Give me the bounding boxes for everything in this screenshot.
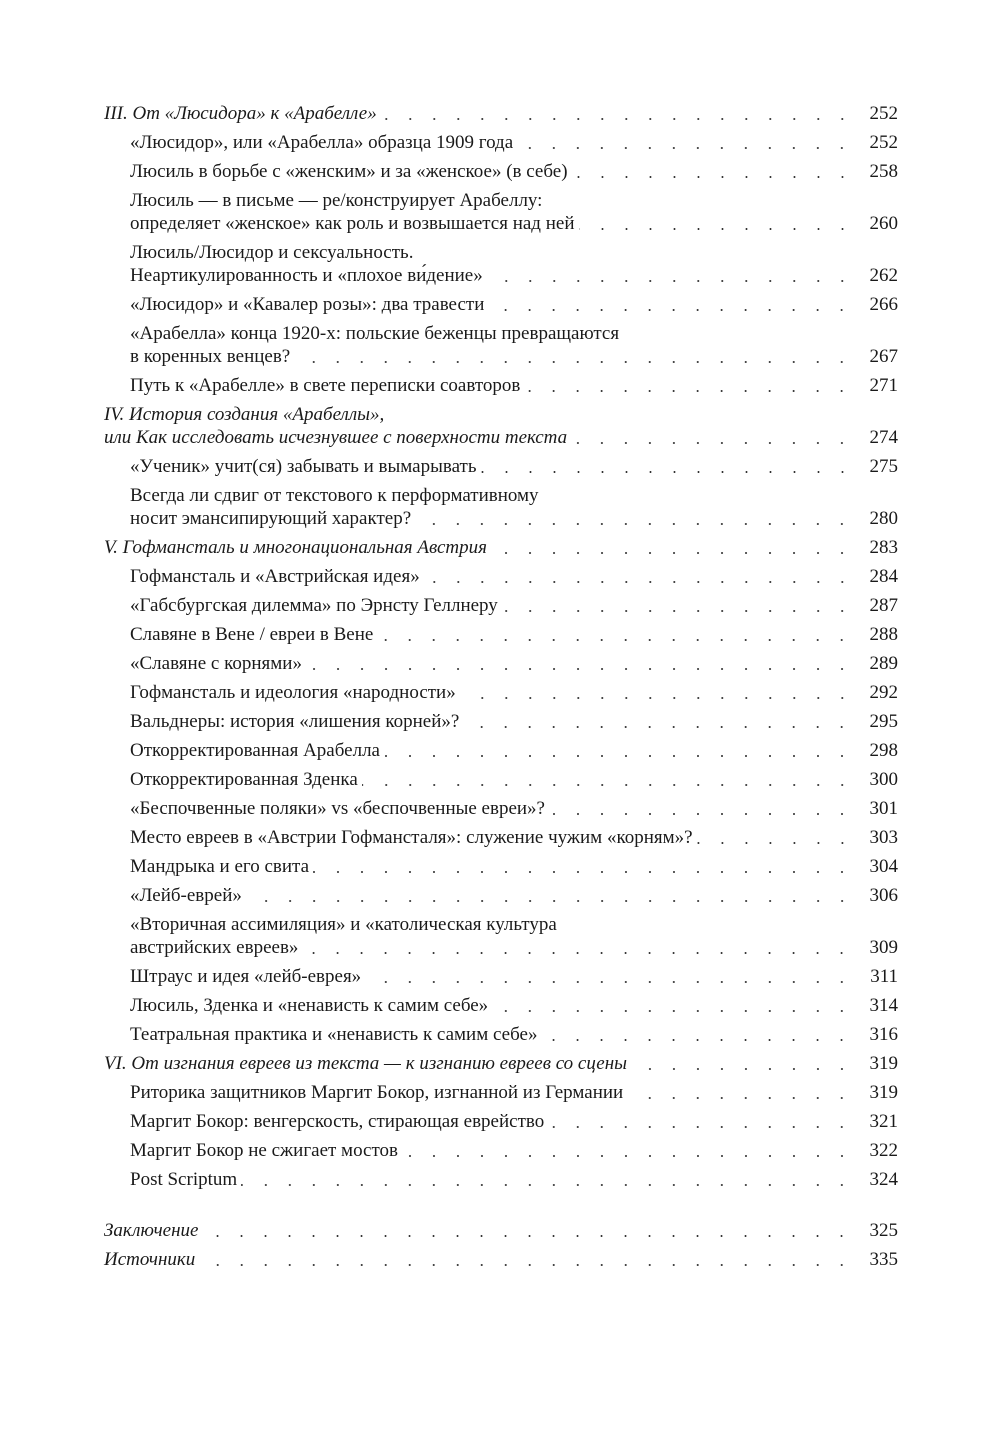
dot-leader (491, 552, 854, 554)
dot-leader (199, 1264, 854, 1266)
page-number: 295 (869, 711, 898, 732)
dot-leader (697, 842, 854, 844)
item-title: Мандрыка и его свита (130, 856, 310, 877)
page-number: 335 (869, 1249, 898, 1270)
page-number: 289 (869, 653, 898, 674)
page-number: 275 (869, 456, 898, 477)
item-title: Место евреев в «Австрии Гофмансталя»: служение чужим «корням»? (130, 827, 693, 848)
table-of-contents (104, 102, 898, 1271)
dot-leader (294, 361, 854, 363)
dot-leader (362, 784, 854, 786)
item-title-line1: «Арабелла» конца 1920-х: польские беженцы превращаются (130, 323, 620, 344)
toc-sources[interactable] (104, 1248, 898, 1271)
item-title: Post Scriptum (130, 1169, 238, 1190)
toc-item[interactable] (104, 1023, 898, 1046)
toc-item[interactable] (104, 374, 898, 397)
toc-item[interactable] (104, 160, 898, 183)
page-number: 271 (869, 375, 898, 396)
page-number: 321 (869, 1111, 898, 1132)
dot-leader (202, 1235, 854, 1237)
item-title: Люсиль, Зденка и «ненависть к самим себе» (130, 995, 489, 1016)
toc-item[interactable] (104, 623, 898, 646)
item-title: Гофмансталь и идеология «народности» (130, 682, 456, 703)
item-title: «Славяне с корнями» (130, 653, 302, 674)
toc-item[interactable] (104, 1168, 898, 1191)
page-number: 306 (869, 885, 898, 906)
dot-leader (631, 1068, 854, 1070)
item-title: «Лейб-еврей» (130, 885, 242, 906)
page-number: 319 (869, 1053, 898, 1074)
page-number: 252 (869, 103, 898, 124)
dot-leader (463, 726, 854, 728)
page-number: 252 (869, 132, 898, 153)
item-title: носит эмансипирующий характер? (130, 508, 412, 529)
item-title: «Люсидор» и «Кавалер розы»: два травести (130, 294, 485, 315)
item-title: Вальднеры: история «лишения корней»? (130, 711, 460, 732)
toc-item[interactable] (104, 855, 898, 878)
chapter-title-line1: IV. История создания «Арабеллы», (104, 404, 385, 425)
dot-leader (377, 639, 854, 641)
toc-item[interactable] (104, 594, 898, 617)
chapter-title: III. От «Люсидора» к «Арабелле» (104, 103, 377, 124)
item-title: Путь к «Арабелле» в свете переписки соавторов (130, 375, 521, 396)
page-number: 298 (869, 740, 898, 761)
dot-leader (524, 390, 854, 392)
page-number: 322 (869, 1140, 898, 1161)
item-title: «Беспочвенные поляки» vs «беспочвенные евреи»? (130, 798, 545, 819)
dot-leader (517, 147, 854, 149)
toc-item[interactable] (104, 241, 898, 287)
item-title: в коренных венцев? (130, 346, 291, 367)
page-number: 309 (869, 937, 898, 958)
chapter-title: или Как исследовать исчезнувшее с поверхности текста (104, 427, 568, 448)
item-title: Люсиль в борьбе с «женским» и за «женское» (в себе) (130, 161, 568, 182)
item-title: Откорректированная Зденка (130, 769, 358, 790)
page-number: 319 (869, 1082, 898, 1103)
page-number: 288 (869, 624, 898, 645)
toc-item[interactable] (104, 189, 898, 235)
sources-title: Источники (104, 1249, 196, 1270)
dot-leader (241, 1184, 854, 1186)
dot-leader (487, 280, 854, 282)
item-title: Откорректированная Арабелла (130, 740, 380, 761)
item-title: австрийских евреев» (130, 937, 299, 958)
page-number: 316 (869, 1024, 898, 1045)
dot-leader (306, 668, 854, 670)
toc-item[interactable] (104, 710, 898, 733)
toc-item[interactable] (104, 484, 898, 530)
toc-chapter-4[interactable] (104, 403, 898, 449)
toc-item[interactable] (104, 1139, 898, 1162)
item-title: Славяне в Вене / евреи в Вене (130, 624, 374, 645)
dot-leader (402, 1155, 854, 1157)
chapter-title: VI. От изгнания евреев из текста — к изгнанию евреев со сцены (104, 1053, 628, 1074)
toc-item[interactable] (104, 455, 898, 478)
dot-leader (488, 309, 854, 311)
dot-leader (384, 755, 854, 757)
chapter-title: V. Гофмансталь и многонациональная Австрия (104, 537, 487, 558)
item-title: определяет «женское» как роль и возвышается над ней (130, 213, 575, 234)
dot-leader (415, 523, 854, 525)
toc-item[interactable] (104, 652, 898, 675)
item-title-line1: Люсиль — в письме — ре/конструирует Арабеллу: (130, 190, 543, 211)
toc-item[interactable] (104, 965, 898, 988)
page-number: 283 (869, 537, 898, 558)
page-number: 324 (869, 1169, 898, 1190)
toc-chapter-3[interactable] (104, 102, 898, 125)
dot-leader (627, 1097, 854, 1099)
page-number: 258 (869, 161, 898, 182)
item-title: Неартикулированность и «плохое ви́дение» (130, 265, 483, 286)
dot-leader (424, 581, 854, 583)
dot-leader (313, 871, 854, 873)
toc-item[interactable] (104, 797, 898, 820)
item-title: Маргит Бокор не сжигает мостов (130, 1140, 399, 1161)
page-number: 325 (869, 1220, 898, 1241)
dot-leader (492, 1010, 854, 1012)
item-title-line1: Всегда ли сдвиг от текстового к перформативному (130, 485, 539, 506)
page-number: 274 (869, 427, 898, 448)
page-number: 292 (869, 682, 898, 703)
item-title-line1: «Вторичная ассимиляция» и «католическая культура (130, 914, 557, 935)
toc-item[interactable] (104, 913, 898, 959)
page-number: 300 (869, 769, 898, 790)
page-number: 262 (869, 265, 898, 286)
dot-leader (549, 813, 854, 815)
toc-chapter-5[interactable] (104, 536, 898, 559)
toc-item[interactable] (104, 768, 898, 791)
toc-item[interactable] (104, 1110, 898, 1133)
page-number: 287 (869, 595, 898, 616)
page-number: 304 (869, 856, 898, 877)
dot-leader (481, 471, 855, 473)
dot-leader (579, 228, 855, 230)
item-title: Театральная практика и «ненависть к самим себе» (130, 1024, 538, 1045)
item-title: Штраус и идея «лейб-еврея» (130, 966, 362, 987)
page-number: 260 (869, 213, 898, 234)
toc-item[interactable] (104, 565, 898, 588)
dot-leader (541, 1039, 854, 1041)
page-number: 311 (870, 966, 898, 987)
toc-item[interactable] (104, 681, 898, 704)
toc-item[interactable] (104, 1081, 898, 1104)
dot-leader (365, 981, 854, 983)
dot-leader (302, 952, 854, 954)
page-number: 280 (869, 508, 898, 529)
item-title: «Габсбургская дилемма» по Эрнсту Геллнеру (130, 595, 498, 616)
toc-conclusion[interactable] (104, 1219, 898, 1242)
toc-item[interactable] (104, 826, 898, 849)
item-title: «Люсидор», или «Арабелла» образца 1909 года (130, 132, 514, 153)
item-title: Риторика защитников Маргит Бокор, изгнанной из Германии (130, 1082, 624, 1103)
item-title: Гофмансталь и «Австрийская идея» (130, 566, 420, 587)
conclusion-title: Заключение (104, 1220, 199, 1241)
dot-leader (571, 442, 854, 444)
page-number: 266 (869, 294, 898, 315)
dot-leader (460, 697, 854, 699)
page-number: 301 (869, 798, 898, 819)
toc-item[interactable] (104, 994, 898, 1017)
page-number: 267 (869, 346, 898, 367)
dot-leader (246, 900, 854, 902)
toc-item[interactable] (104, 739, 898, 762)
item-title: «Ученик» учит(ся) забывать и вымарывать (130, 456, 477, 477)
dot-leader (572, 176, 854, 178)
page-number: 284 (869, 566, 898, 587)
dot-leader (381, 118, 854, 120)
toc-chapter-6[interactable] (104, 1052, 898, 1075)
item-title: Маргит Бокор: венгерскость, стирающая еврейство (130, 1111, 545, 1132)
toc-item[interactable] (104, 322, 898, 368)
dot-leader (502, 610, 854, 612)
toc-item[interactable] (104, 884, 898, 907)
page-number: 303 (869, 827, 898, 848)
toc-item[interactable] (104, 293, 898, 316)
toc-item[interactable] (104, 131, 898, 154)
dot-leader (548, 1126, 854, 1128)
page-number: 314 (869, 995, 898, 1016)
item-title-line1: Люсиль/Люсидор и сексуальность. (130, 242, 414, 263)
